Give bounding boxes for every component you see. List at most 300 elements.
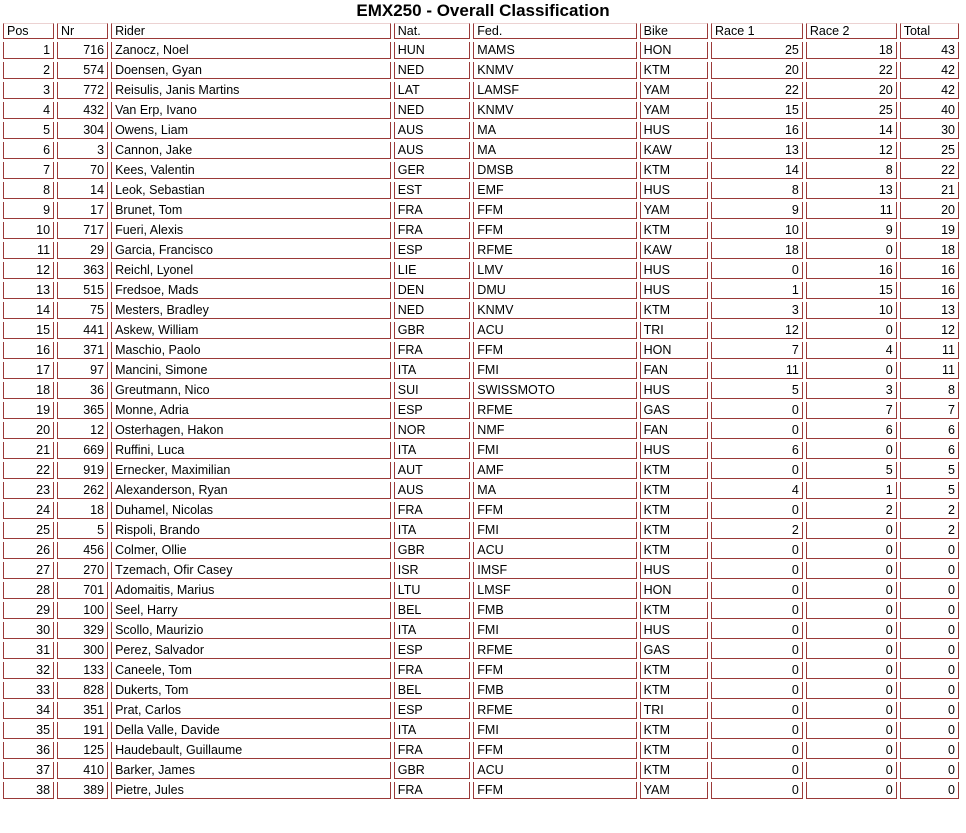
cell-total: 0 <box>900 702 959 719</box>
cell-nat: BEL <box>394 682 471 699</box>
cell-total: 18 <box>900 242 959 259</box>
cell-nat: NED <box>394 302 471 319</box>
cell-nat: GBR <box>394 542 471 559</box>
cell-race2: 1 <box>806 482 897 499</box>
cell-fed: FMI <box>473 522 636 539</box>
cell-race2: 0 <box>806 322 897 339</box>
cell-total: 25 <box>900 142 959 159</box>
table-row <box>3 262 959 279</box>
cell-race1: 25 <box>711 42 803 59</box>
cell-rider: Colmer, Ollie <box>111 542 391 559</box>
cell-bike: YAM <box>640 782 708 799</box>
cell-nat: FRA <box>394 342 471 359</box>
cell-race1: 0 <box>711 622 803 639</box>
cell-nat: AUS <box>394 482 471 499</box>
cell-nat: NED <box>394 62 471 79</box>
cell-nat: ITA <box>394 442 471 459</box>
classification-table <box>0 20 962 802</box>
cell-nr: 365 <box>57 402 108 419</box>
cell-rider: Duhamel, Nicolas <box>111 502 391 519</box>
cell-total: 0 <box>900 662 959 679</box>
cell-rider: Askew, William <box>111 322 391 339</box>
cell-pos: 8 <box>3 182 54 199</box>
cell-nr: 456 <box>57 542 108 559</box>
cell-rider: Reichl, Lyonel <box>111 262 391 279</box>
cell-bike: GAS <box>640 642 708 659</box>
table-row <box>3 562 959 579</box>
table-row <box>3 322 959 339</box>
cell-race2: 5 <box>806 462 897 479</box>
cell-nr: 432 <box>57 102 108 119</box>
cell-nat: ESP <box>394 702 471 719</box>
cell-race1: 0 <box>711 682 803 699</box>
cell-race2: 8 <box>806 162 897 179</box>
table-row <box>3 242 959 259</box>
cell-nat: EST <box>394 182 471 199</box>
cell-rider: Garcia, Francisco <box>111 242 391 259</box>
cell-rider: Adomaitis, Marius <box>111 582 391 599</box>
table-row <box>3 622 959 639</box>
cell-race2: 0 <box>806 682 897 699</box>
cell-fed: FMI <box>473 362 636 379</box>
cell-total: 0 <box>900 782 959 799</box>
cell-nat: FRA <box>394 222 471 239</box>
cell-nr: 701 <box>57 582 108 599</box>
cell-race1: 1 <box>711 282 803 299</box>
cell-race2: 13 <box>806 182 897 199</box>
cell-race1: 0 <box>711 502 803 519</box>
cell-total: 20 <box>900 202 959 219</box>
cell-pos: 5 <box>3 122 54 139</box>
cell-race1: 7 <box>711 342 803 359</box>
cell-race1: 3 <box>711 302 803 319</box>
cell-race2: 0 <box>806 582 897 599</box>
cell-fed: KNMV <box>473 302 636 319</box>
cell-nat: AUT <box>394 462 471 479</box>
cell-nr: 125 <box>57 742 108 759</box>
cell-bike: KTM <box>640 542 708 559</box>
cell-race2: 6 <box>806 422 897 439</box>
cell-pos: 17 <box>3 362 54 379</box>
table-header <box>3 23 959 39</box>
cell-race2: 16 <box>806 262 897 279</box>
table-row <box>3 122 959 139</box>
cell-total: 13 <box>900 302 959 319</box>
cell-nr: 304 <box>57 122 108 139</box>
cell-nr: 75 <box>57 302 108 319</box>
cell-nr: 669 <box>57 442 108 459</box>
cell-fed: RFME <box>473 242 636 259</box>
cell-pos: 3 <box>3 82 54 99</box>
table-row <box>3 202 959 219</box>
cell-nat: GBR <box>394 322 471 339</box>
cell-nr: 18 <box>57 502 108 519</box>
page-title: EMX250 - Overall Classification <box>356 1 610 20</box>
cell-race2: 0 <box>806 242 897 259</box>
cell-bike: YAM <box>640 82 708 99</box>
cell-nat: FRA <box>394 502 471 519</box>
cell-race2: 0 <box>806 602 897 619</box>
cell-total: 43 <box>900 42 959 59</box>
cell-pos: 18 <box>3 382 54 399</box>
cell-rider: Zanocz, Noel <box>111 42 391 59</box>
cell-race2: 0 <box>806 762 897 779</box>
cell-race2: 0 <box>806 442 897 459</box>
cell-total: 11 <box>900 342 959 359</box>
column-header-rider: Rider <box>111 23 391 39</box>
cell-total: 0 <box>900 742 959 759</box>
cell-nat: AUS <box>394 122 471 139</box>
cell-bike: HON <box>640 342 708 359</box>
table-row <box>3 662 959 679</box>
cell-pos: 15 <box>3 322 54 339</box>
cell-pos: 6 <box>3 142 54 159</box>
cell-race2: 0 <box>806 622 897 639</box>
cell-race1: 0 <box>711 562 803 579</box>
cell-pos: 4 <box>3 102 54 119</box>
cell-race1: 0 <box>711 602 803 619</box>
cell-race1: 20 <box>711 62 803 79</box>
cell-nr: 300 <box>57 642 108 659</box>
cell-nat: BEL <box>394 602 471 619</box>
cell-race2: 14 <box>806 122 897 139</box>
cell-bike: KTM <box>640 302 708 319</box>
table-row <box>3 762 959 779</box>
cell-rider: Monne, Adria <box>111 402 391 419</box>
cell-rider: Fredsoe, Mads <box>111 282 391 299</box>
table-row <box>3 542 959 559</box>
cell-pos: 11 <box>3 242 54 259</box>
cell-race2: 7 <box>806 402 897 419</box>
column-header-pos: Pos <box>3 23 54 39</box>
cell-nr: 828 <box>57 682 108 699</box>
cell-fed: FMI <box>473 722 636 739</box>
cell-pos: 20 <box>3 422 54 439</box>
cell-pos: 26 <box>3 542 54 559</box>
cell-bike: KTM <box>640 502 708 519</box>
cell-race1: 0 <box>711 762 803 779</box>
cell-pos: 36 <box>3 742 54 759</box>
cell-total: 0 <box>900 642 959 659</box>
column-header-nr: Nr <box>57 23 108 39</box>
cell-race1: 0 <box>711 722 803 739</box>
cell-nr: 371 <box>57 342 108 359</box>
cell-pos: 14 <box>3 302 54 319</box>
cell-bike: HUS <box>640 182 708 199</box>
cell-fed: EMF <box>473 182 636 199</box>
cell-bike: HUS <box>640 122 708 139</box>
cell-race1: 0 <box>711 742 803 759</box>
table-row <box>3 722 959 739</box>
table-row <box>3 282 959 299</box>
cell-bike: KTM <box>640 62 708 79</box>
cell-nat: AUS <box>394 142 471 159</box>
table-row <box>3 42 959 59</box>
cell-fed: DMSB <box>473 162 636 179</box>
cell-nr: 270 <box>57 562 108 579</box>
cell-nr: 5 <box>57 522 108 539</box>
cell-nr: 29 <box>57 242 108 259</box>
cell-race2: 0 <box>806 722 897 739</box>
cell-nat: LAT <box>394 82 471 99</box>
cell-rider: Dukerts, Tom <box>111 682 391 699</box>
cell-bike: KTM <box>640 602 708 619</box>
cell-total: 21 <box>900 182 959 199</box>
cell-total: 6 <box>900 422 959 439</box>
cell-nat: HUN <box>394 42 471 59</box>
cell-race2: 0 <box>806 662 897 679</box>
cell-race2: 15 <box>806 282 897 299</box>
cell-nat: FRA <box>394 202 471 219</box>
cell-race1: 13 <box>711 142 803 159</box>
cell-rider: Caneele, Tom <box>111 662 391 679</box>
cell-rider: Doensen, Gyan <box>111 62 391 79</box>
cell-race2: 2 <box>806 502 897 519</box>
cell-race2: 0 <box>806 642 897 659</box>
cell-fed: FFM <box>473 222 636 239</box>
cell-total: 5 <box>900 462 959 479</box>
cell-pos: 10 <box>3 222 54 239</box>
cell-fed: LMSF <box>473 582 636 599</box>
table-row <box>3 162 959 179</box>
cell-race1: 0 <box>711 662 803 679</box>
cell-fed: FMI <box>473 442 636 459</box>
cell-race2: 0 <box>806 562 897 579</box>
cell-race2: 0 <box>806 702 897 719</box>
table-row <box>3 522 959 539</box>
cell-race2: 0 <box>806 362 897 379</box>
cell-rider: Reisulis, Janis Martins <box>111 82 391 99</box>
cell-nr: 97 <box>57 362 108 379</box>
cell-rider: Ruffini, Luca <box>111 442 391 459</box>
cell-race2: 0 <box>806 522 897 539</box>
cell-nat: ESP <box>394 242 471 259</box>
cell-nr: 191 <box>57 722 108 739</box>
cell-race1: 4 <box>711 482 803 499</box>
table-row <box>3 702 959 719</box>
cell-pos: 7 <box>3 162 54 179</box>
cell-bike: TRI <box>640 322 708 339</box>
table-row <box>3 782 959 799</box>
cell-bike: KAW <box>640 242 708 259</box>
cell-total: 0 <box>900 602 959 619</box>
table-row <box>3 382 959 399</box>
table-row <box>3 142 959 159</box>
cell-bike: FAN <box>640 422 708 439</box>
cell-bike: KTM <box>640 222 708 239</box>
cell-total: 30 <box>900 122 959 139</box>
cell-rider: Mancini, Simone <box>111 362 391 379</box>
cell-nr: 351 <box>57 702 108 719</box>
cell-race1: 0 <box>711 402 803 419</box>
cell-total: 42 <box>900 82 959 99</box>
column-header-bike: Bike <box>640 23 708 39</box>
table-body <box>3 42 959 799</box>
cell-total: 0 <box>900 722 959 739</box>
cell-nr: 716 <box>57 42 108 59</box>
column-header-nat: Nat. <box>394 23 471 39</box>
cell-nat: GER <box>394 162 471 179</box>
table-row <box>3 302 959 319</box>
cell-total: 16 <box>900 282 959 299</box>
table-row <box>3 182 959 199</box>
cell-fed: RFME <box>473 642 636 659</box>
cell-fed: ACU <box>473 542 636 559</box>
cell-race1: 16 <box>711 122 803 139</box>
cell-pos: 33 <box>3 682 54 699</box>
cell-bike: KTM <box>640 462 708 479</box>
cell-bike: HUS <box>640 622 708 639</box>
cell-fed: SWISSMOTO <box>473 382 636 399</box>
cell-nr: 329 <box>57 622 108 639</box>
cell-race2: 18 <box>806 42 897 59</box>
cell-race1: 0 <box>711 462 803 479</box>
cell-bike: HUS <box>640 562 708 579</box>
cell-rider: Maschio, Paolo <box>111 342 391 359</box>
cell-race2: 11 <box>806 202 897 219</box>
cell-rider: Cannon, Jake <box>111 142 391 159</box>
cell-fed: FMB <box>473 682 636 699</box>
cell-race1: 6 <box>711 442 803 459</box>
cell-rider: Perez, Salvador <box>111 642 391 659</box>
cell-rider: Prat, Carlos <box>111 702 391 719</box>
cell-pos: 24 <box>3 502 54 519</box>
cell-race1: 14 <box>711 162 803 179</box>
cell-total: 5 <box>900 482 959 499</box>
cell-nr: 410 <box>57 762 108 779</box>
cell-nat: ITA <box>394 622 471 639</box>
cell-total: 0 <box>900 562 959 579</box>
cell-bike: HUS <box>640 442 708 459</box>
cell-total: 0 <box>900 762 959 779</box>
cell-rider: Van Erp, Ivano <box>111 102 391 119</box>
cell-race1: 0 <box>711 782 803 799</box>
cell-nat: LIE <box>394 262 471 279</box>
cell-nr: 14 <box>57 182 108 199</box>
cell-total: 42 <box>900 62 959 79</box>
cell-rider: Mesters, Bradley <box>111 302 391 319</box>
cell-bike: KTM <box>640 522 708 539</box>
cell-nat: GBR <box>394 762 471 779</box>
table-row <box>3 222 959 239</box>
cell-nr: 441 <box>57 322 108 339</box>
cell-pos: 37 <box>3 762 54 779</box>
cell-fed: KNMV <box>473 102 636 119</box>
cell-race2: 0 <box>806 542 897 559</box>
cell-fed: FFM <box>473 342 636 359</box>
table-row <box>3 502 959 519</box>
cell-race2: 9 <box>806 222 897 239</box>
cell-nat: FRA <box>394 782 471 799</box>
cell-nr: 515 <box>57 282 108 299</box>
cell-nr: 919 <box>57 462 108 479</box>
table-row <box>3 482 959 499</box>
table-row <box>3 102 959 119</box>
cell-race2: 3 <box>806 382 897 399</box>
cell-bike: YAM <box>640 202 708 219</box>
cell-total: 2 <box>900 502 959 519</box>
cell-total: 0 <box>900 682 959 699</box>
cell-fed: MAMS <box>473 42 636 59</box>
cell-pos: 21 <box>3 442 54 459</box>
cell-race2: 12 <box>806 142 897 159</box>
column-header-fed: Fed. <box>473 23 636 39</box>
cell-nr: 133 <box>57 662 108 679</box>
cell-pos: 1 <box>3 42 54 59</box>
cell-pos: 25 <box>3 522 54 539</box>
cell-rider: Owens, Liam <box>111 122 391 139</box>
cell-nr: 262 <box>57 482 108 499</box>
cell-fed: ACU <box>473 322 636 339</box>
cell-fed: MA <box>473 142 636 159</box>
cell-nr: 100 <box>57 602 108 619</box>
table-header-row <box>3 23 959 39</box>
cell-bike: KTM <box>640 482 708 499</box>
cell-race2: 0 <box>806 742 897 759</box>
cell-nr: 772 <box>57 82 108 99</box>
cell-nat: DEN <box>394 282 471 299</box>
cell-race1: 0 <box>711 262 803 279</box>
cell-race1: 5 <box>711 382 803 399</box>
cell-fed: AMF <box>473 462 636 479</box>
cell-fed: FFM <box>473 742 636 759</box>
cell-rider: Tzemach, Ofir Casey <box>111 562 391 579</box>
cell-race2: 22 <box>806 62 897 79</box>
cell-total: 0 <box>900 542 959 559</box>
cell-nr: 717 <box>57 222 108 239</box>
cell-nr: 70 <box>57 162 108 179</box>
cell-bike: GAS <box>640 402 708 419</box>
cell-nat: LTU <box>394 582 471 599</box>
cell-total: 22 <box>900 162 959 179</box>
cell-race1: 12 <box>711 322 803 339</box>
cell-bike: HON <box>640 582 708 599</box>
cell-bike: HUS <box>640 282 708 299</box>
table-row <box>3 82 959 99</box>
cell-race1: 0 <box>711 642 803 659</box>
cell-fed: FFM <box>473 202 636 219</box>
cell-race1: 0 <box>711 422 803 439</box>
cell-total: 12 <box>900 322 959 339</box>
cell-bike: KTM <box>640 762 708 779</box>
cell-race1: 9 <box>711 202 803 219</box>
cell-fed: RFME <box>473 402 636 419</box>
cell-total: 16 <box>900 262 959 279</box>
cell-fed: MA <box>473 482 636 499</box>
cell-fed: NMF <box>473 422 636 439</box>
cell-fed: FFM <box>473 662 636 679</box>
cell-rider: Greutmann, Nico <box>111 382 391 399</box>
cell-bike: KAW <box>640 142 708 159</box>
cell-total: 40 <box>900 102 959 119</box>
table-row <box>3 342 959 359</box>
cell-nat: SUI <box>394 382 471 399</box>
cell-rider: Barker, James <box>111 762 391 779</box>
column-header-race1: Race 1 <box>711 23 803 39</box>
cell-fed: FFM <box>473 502 636 519</box>
cell-pos: 16 <box>3 342 54 359</box>
table-row <box>3 402 959 419</box>
cell-fed: LAMSF <box>473 82 636 99</box>
cell-pos: 32 <box>3 662 54 679</box>
cell-race1: 22 <box>711 82 803 99</box>
cell-nr: 3 <box>57 142 108 159</box>
cell-pos: 13 <box>3 282 54 299</box>
cell-nat: ITA <box>394 362 471 379</box>
cell-pos: 28 <box>3 582 54 599</box>
table-row <box>3 62 959 79</box>
cell-pos: 19 <box>3 402 54 419</box>
